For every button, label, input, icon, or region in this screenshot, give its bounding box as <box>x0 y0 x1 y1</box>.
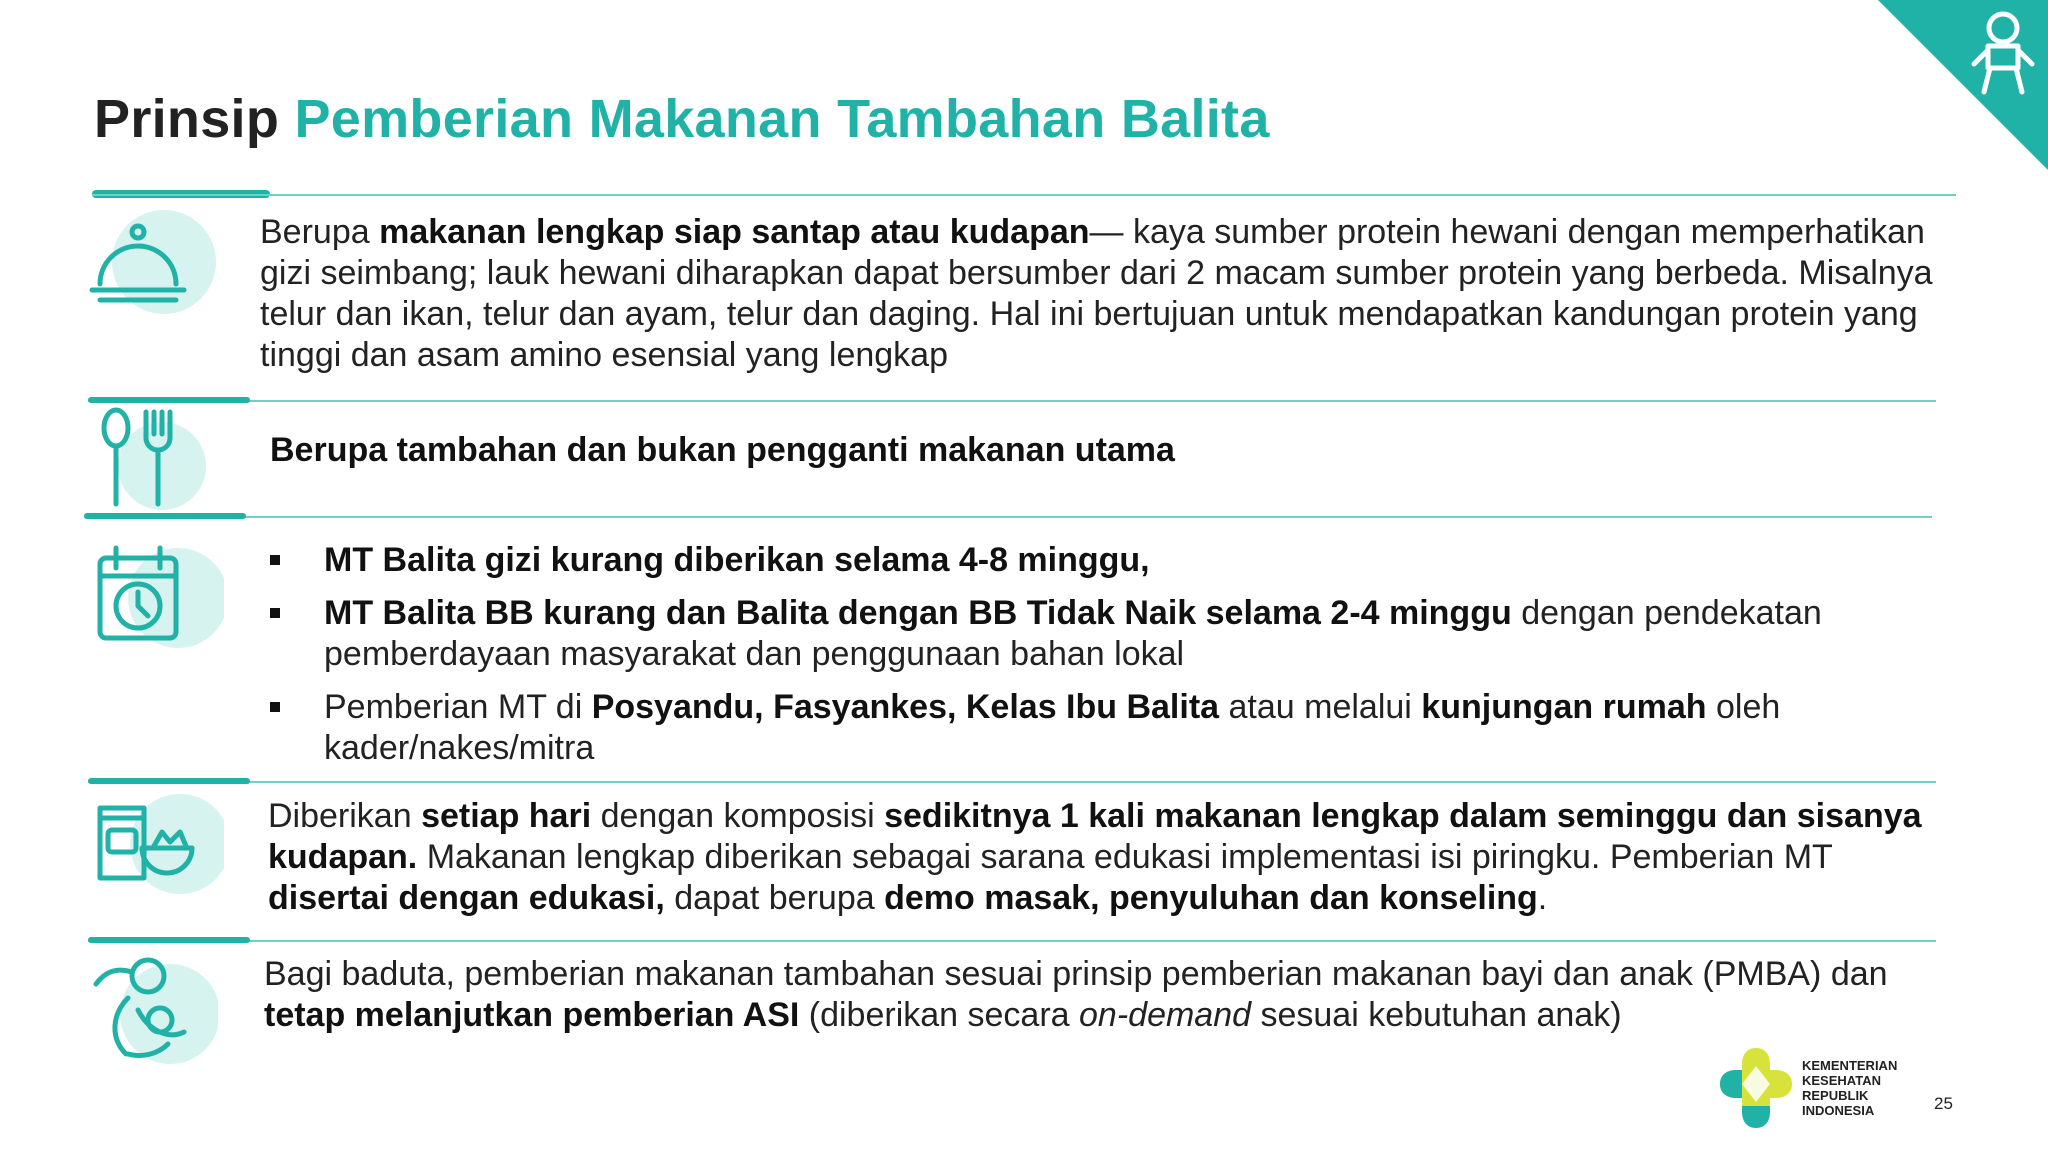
divider-4-accent <box>88 778 250 784</box>
bullet-2-text: dengan pendekatan pemberdayaan masyarakat dan penggunaan bahan lokal <box>324 594 1822 673</box>
section-4-t2: dengan komposisi <box>591 797 885 835</box>
title-part2: Pemberian Makanan Tambahan Balita <box>294 89 1270 149</box>
bullet-marker <box>270 702 280 712</box>
section-4-t5: . <box>1537 879 1548 917</box>
list-item <box>262 540 1942 581</box>
section-4-text <box>268 796 1948 919</box>
logo-line-1: KEMENTERIAN <box>1802 1058 1898 1073</box>
bullet-marker <box>270 608 280 618</box>
section-4-b1: setiap hari <box>421 797 592 835</box>
divider-5-accent <box>88 937 250 943</box>
logo-line-2: KESEHATAN <box>1802 1073 1881 1088</box>
section-1-body: — kaya sumber protein hewani dengan memperhatikan gizi seimbang; lauk hewani diharapkan dapat bersumber dari 2 macam sumber protein yang berbeda. Misalnya telur dan ikan, telur dan ayam, telur dan daging. Hal ini bertujuan untuk mendapatkan kandungan protein yang tinggi dan asam amino esensial yang lengkap <box>260 213 1933 374</box>
section-3-list <box>262 540 1942 769</box>
bullet-1-bold: MT Balita gizi kurang diberikan selama 4-8 minggu, <box>324 541 1150 579</box>
section-5-t1: Bagi baduta, pemberian makanan tambahan sesuai prinsip pemberian makanan bayi dan anak (PMBA) dan <box>264 955 1888 993</box>
breastfeeding-icon <box>88 950 218 1070</box>
divider-5 <box>88 940 1936 942</box>
divider-4 <box>88 781 1936 783</box>
section-5-t2: (diberikan secara <box>799 996 1080 1034</box>
section-4-b3: disertai dengan edukasi, <box>268 879 665 917</box>
bullet-3-bold-2: kunjungan rumah <box>1421 688 1707 726</box>
section-2-bold: Berupa tambahan dan bukan pengganti makanan utama <box>270 431 1175 469</box>
bullet-3-bold-1: Posyandu, Fasyankes, Kelas Ibu Balita <box>591 688 1220 726</box>
section-1-bold: makanan lengkap siap santap atau kudapan <box>379 213 1090 251</box>
bullet-2-bold: MT Balita BB kurang dan Balita dengan BB Tidak Naik selama 2-4 minggu <box>324 594 1512 632</box>
logo-line-4: INDONESIA <box>1802 1103 1875 1118</box>
section-5-italic: on-demand <box>1079 996 1252 1034</box>
bullet-3-text-3: oleh kader/nakes/mitra <box>324 688 1781 767</box>
divider-3 <box>84 516 1932 518</box>
logo-text <box>1802 1058 1897 1118</box>
section-1-lead: Berupa <box>260 213 380 251</box>
spoon-fork-icon <box>92 404 222 524</box>
section-4-t4: dapat berupa <box>664 879 885 917</box>
section-1-text <box>260 212 1940 376</box>
divider-1 <box>92 194 1956 196</box>
section-5-b1: tetap melanjutkan pemberian ASI <box>264 996 800 1034</box>
divider-2-accent <box>88 397 250 403</box>
corner-badge <box>1878 0 2048 170</box>
section-5-t3: sesuai kebutuhan anak) <box>1251 996 1622 1034</box>
bullet-3-text-1: Pemberian MT di <box>324 688 592 726</box>
section-2-text <box>270 430 1930 471</box>
page-title <box>94 88 1270 150</box>
section-4-b2: sedikitnya 1 kali makanan lengkap dalam seminggu dan sisanya kudapan. <box>268 797 1922 876</box>
logo-line-3: REPUBLIK <box>1802 1088 1869 1103</box>
bullet-marker <box>270 555 280 565</box>
page-number: 25 <box>1934 1094 1953 1113</box>
calendar-clock-icon <box>94 542 224 662</box>
bullet-3-text-2: atau melalui <box>1219 688 1422 726</box>
snack-bowl-icon <box>94 790 224 910</box>
section-4-b4: demo masak, penyuluhan dan konseling <box>884 879 1538 917</box>
section-5-text <box>264 954 1964 1036</box>
list-item <box>262 687 1942 769</box>
list-item <box>262 593 1942 675</box>
cloche-icon <box>86 206 216 326</box>
divider-2 <box>88 400 1936 402</box>
title-part1: Prinsip <box>94 89 280 149</box>
section-4-t1: Diberikan <box>268 797 422 835</box>
section-4-t3: Makanan lengkap diberikan sebagai sarana edukasi implementasi isi piringku. Pemberian MT <box>417 838 1833 876</box>
